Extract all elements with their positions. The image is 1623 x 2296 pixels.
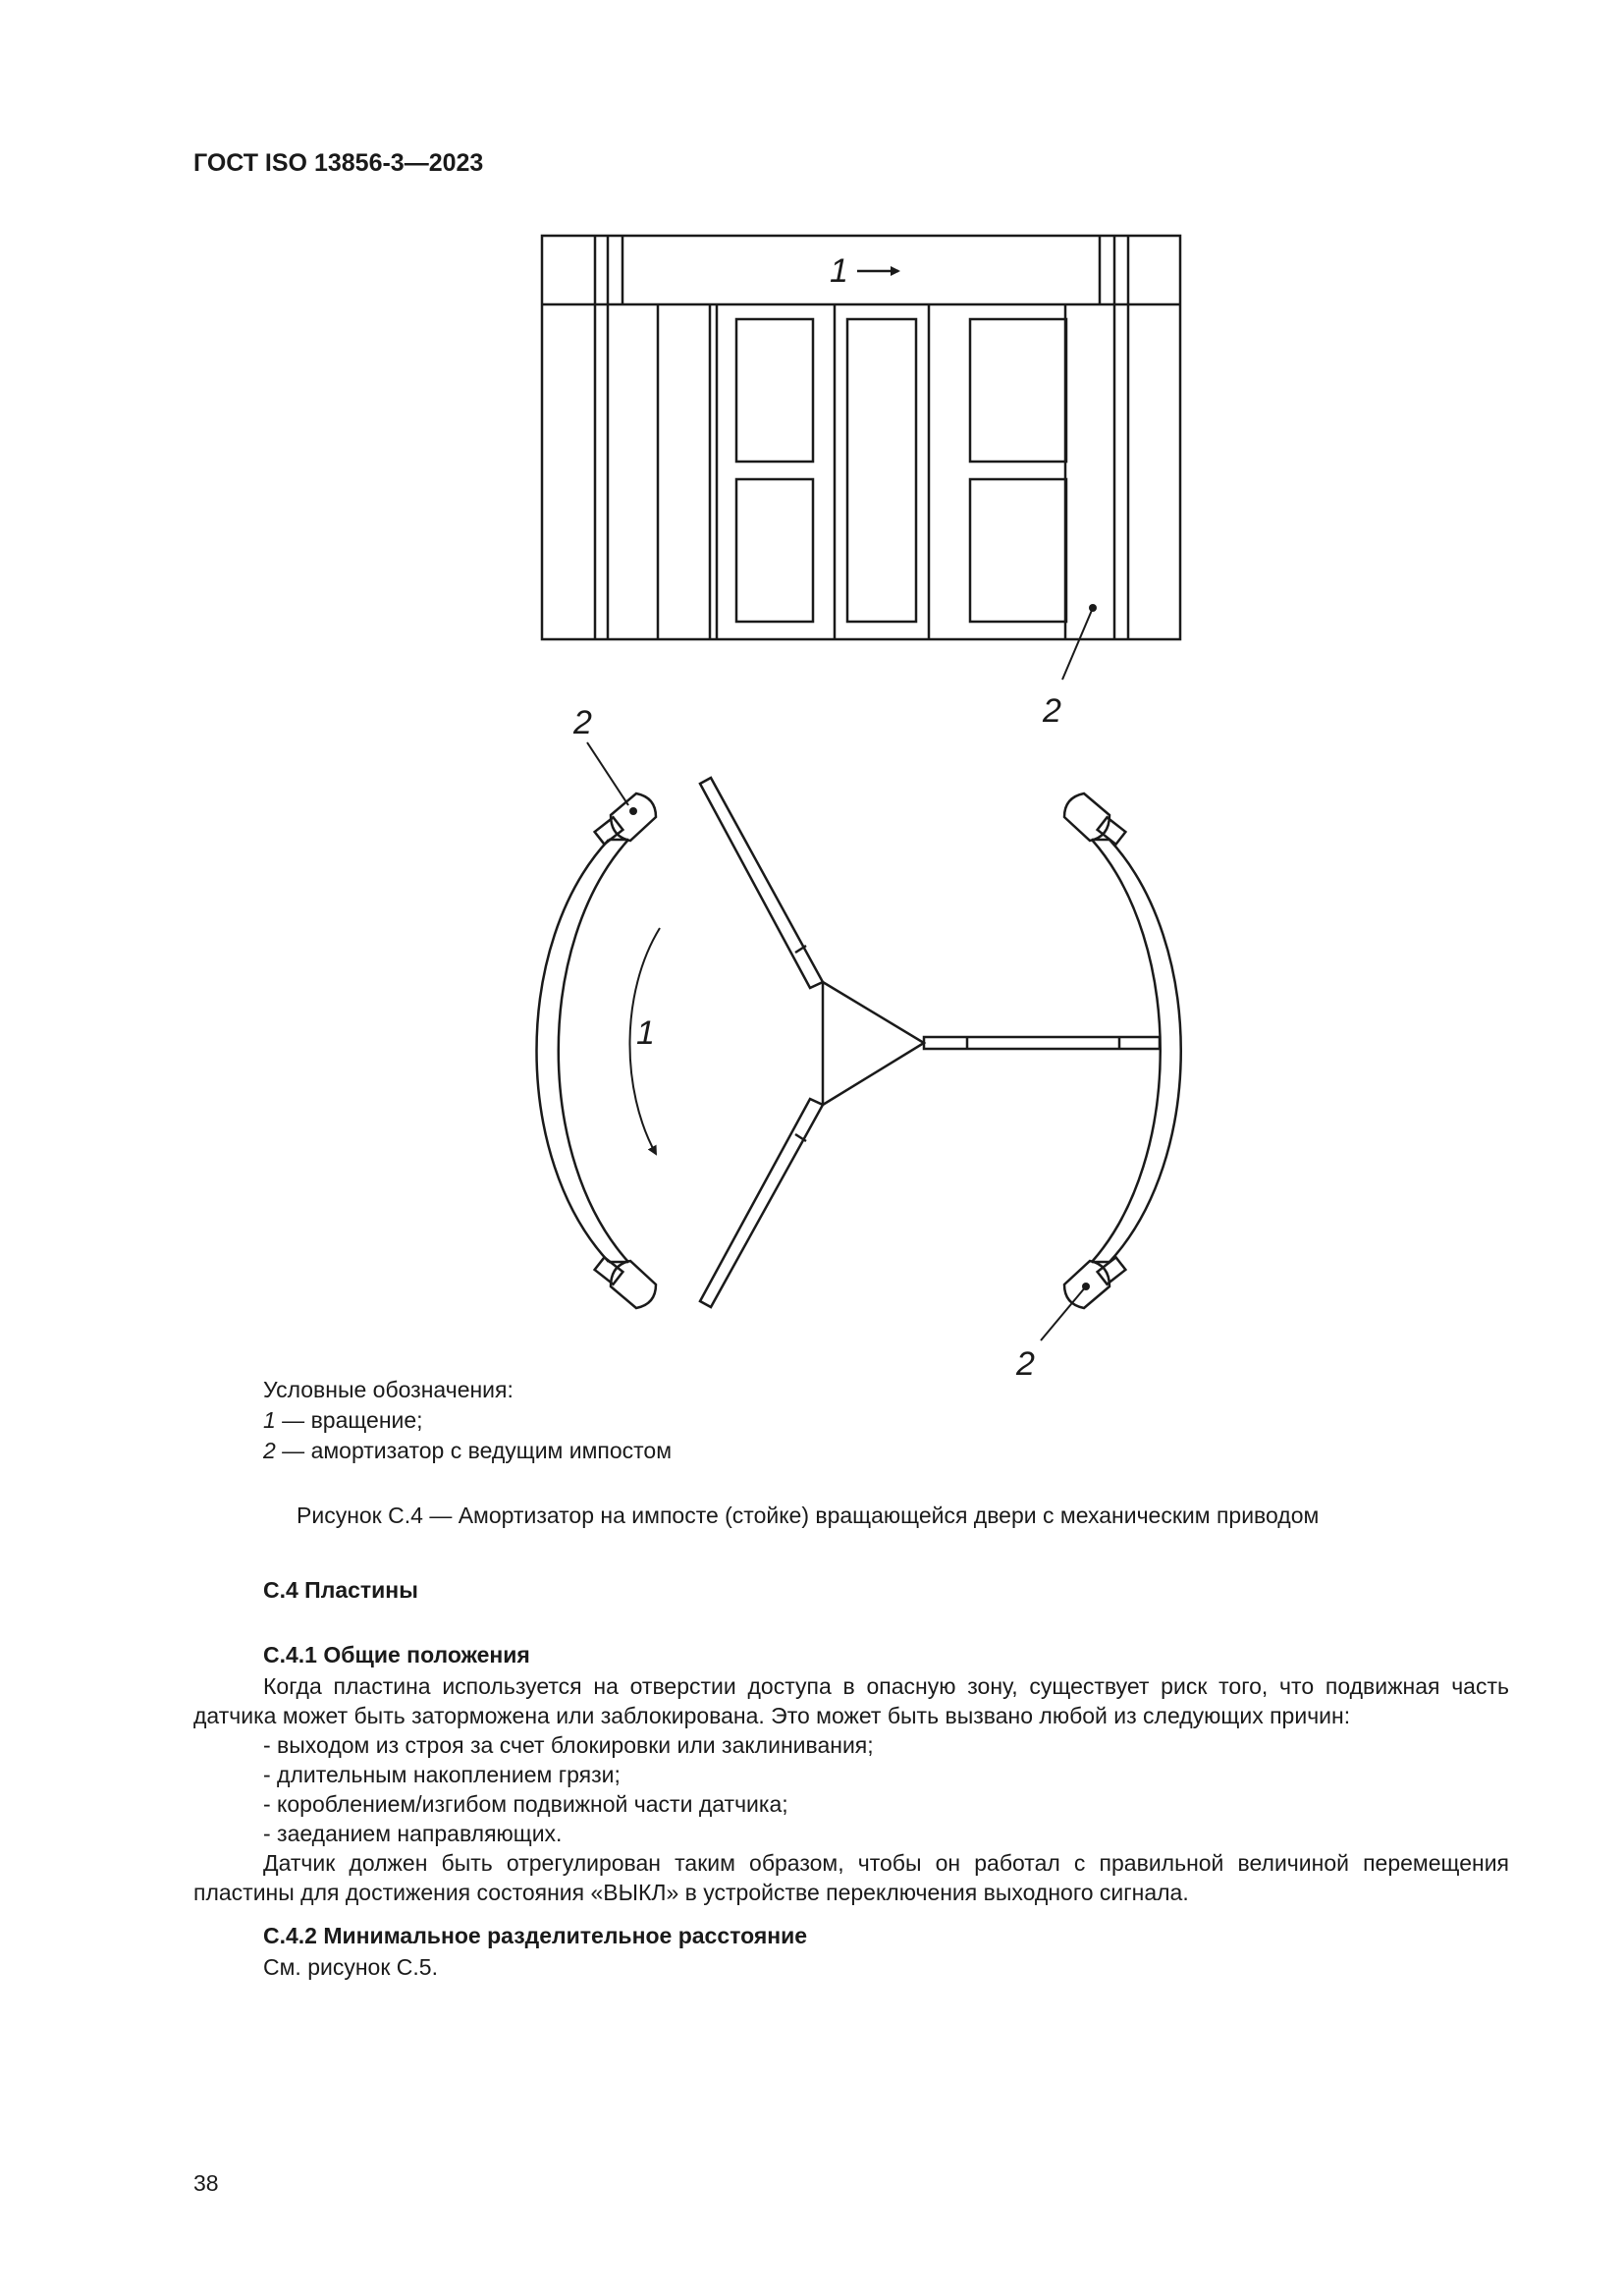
legend-title: Условные обозначения: [263, 1377, 514, 1402]
subsection-title-c42: С.4.2 Минимальное разделительное расстояние [263, 1923, 808, 1948]
page-number: 38 [193, 2170, 219, 2196]
plan-label-2-top: 2 [573, 704, 592, 741]
top-label-2: 2 [1043, 692, 1061, 730]
door-elevation [542, 236, 1180, 639]
revolving-door-plan [537, 778, 1181, 1308]
paragraph-c41-intro: Когда пластина используется на отверстии доступа в опасную зону, существует риск того, что подвижная часть датчика может быть заторможена или заблокирована. Это может быть вызвано любой из следующих причин: [193, 1673, 1509, 1728]
list-item: - заеданием направляющих. [263, 1821, 563, 1846]
legend-item: 2 — амортизатор с ведущим импостом [263, 1438, 673, 1463]
figure-caption: Рисунок С.4 — Амортизатор на импосте (стойке) вращающейся двери с механическим приводом [297, 1503, 1320, 1528]
figure-legend [263, 1375, 672, 1466]
subsection-title-c41: С.4.1 Общие положения [263, 1642, 530, 1667]
paragraph-c41-adjust: Датчик должен быть отрегулирован таким образом, чтобы он работал с правильной величиной перемещения пластины для достижения состояния «ВЫКЛ» в устройстве переключения выходного сигнала. [193, 1850, 1509, 1905]
list-item: - выходом из строя за счет блокировки или заклинивания; [263, 1732, 874, 1758]
document-header: ГОСТ ISO 13856-3—2023 [193, 149, 484, 177]
plan-label-2-bottom: 2 [1016, 1345, 1035, 1375]
list-item: - короблением/изгибом подвижной части датчика; [263, 1791, 788, 1817]
legend-item: 1 — вращение; [263, 1407, 423, 1433]
section-title: С.4 Пластины [263, 1577, 418, 1603]
causes-list [263, 1730, 874, 1848]
list-item: - длительным накоплением грязи; [263, 1762, 621, 1787]
plan-label-1: 1 [636, 1014, 655, 1052]
paragraph-c42: См. рисунок С.5. [263, 1954, 438, 1980]
top-label-1: 1 [830, 252, 848, 290]
